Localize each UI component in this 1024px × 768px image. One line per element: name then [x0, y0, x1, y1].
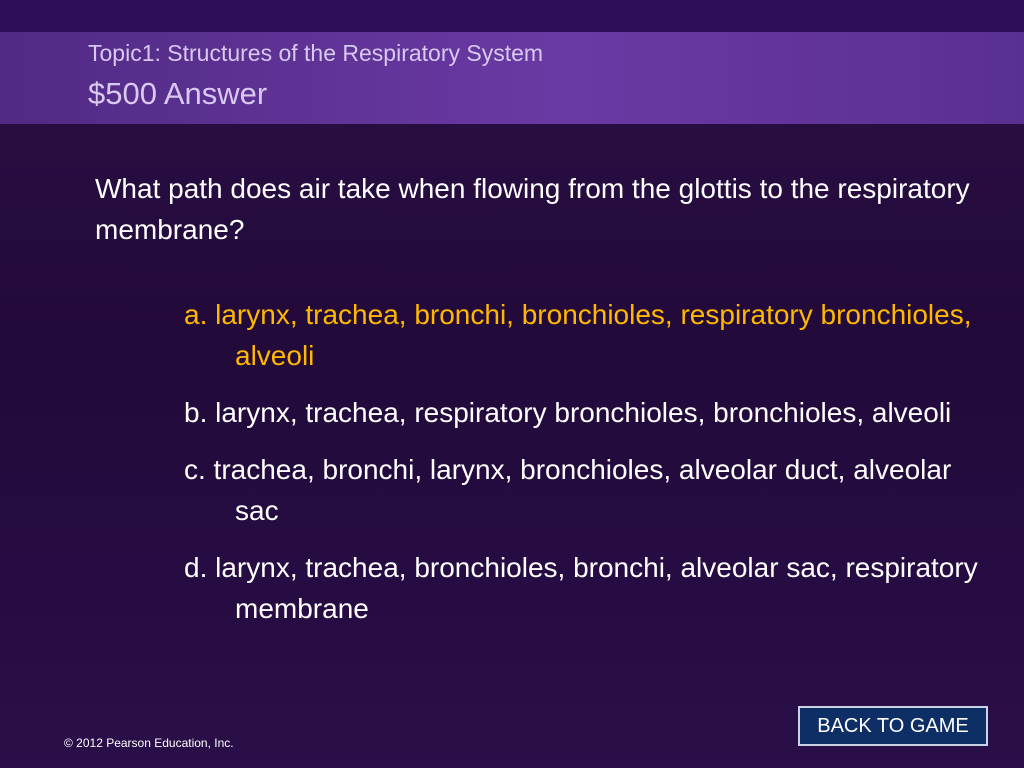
copyright-text: © 2012 Pearson Education, Inc.: [64, 736, 234, 750]
back-to-game-button[interactable]: BACK TO GAME: [798, 706, 988, 746]
answer-option-c: c. trachea, bronchi, larynx, bronchioles, alveolar duct, alveolar sac: [184, 454, 952, 526]
top-strip: [0, 0, 1024, 32]
answer-option-a: a. larynx, trachea, bronchi, bronchioles, respiratory bronchioles, alveoli: [184, 299, 972, 371]
question-text: What path does air take when flowing from the glottis to the respiratory membrane?: [95, 173, 970, 245]
answer-options: [184, 294, 984, 645]
slide-topic: Topic1: Structures of the Respiratory System: [88, 40, 544, 66]
answer-option-b: b. larynx, trachea, respiratory bronchioles, bronchioles, alveoli: [184, 397, 952, 428]
answer-option-d: d. larynx, trachea, bronchioles, bronchi, alveolar sac, respiratory membrane: [184, 552, 978, 624]
slide-title: $500 Answer: [88, 76, 268, 111]
